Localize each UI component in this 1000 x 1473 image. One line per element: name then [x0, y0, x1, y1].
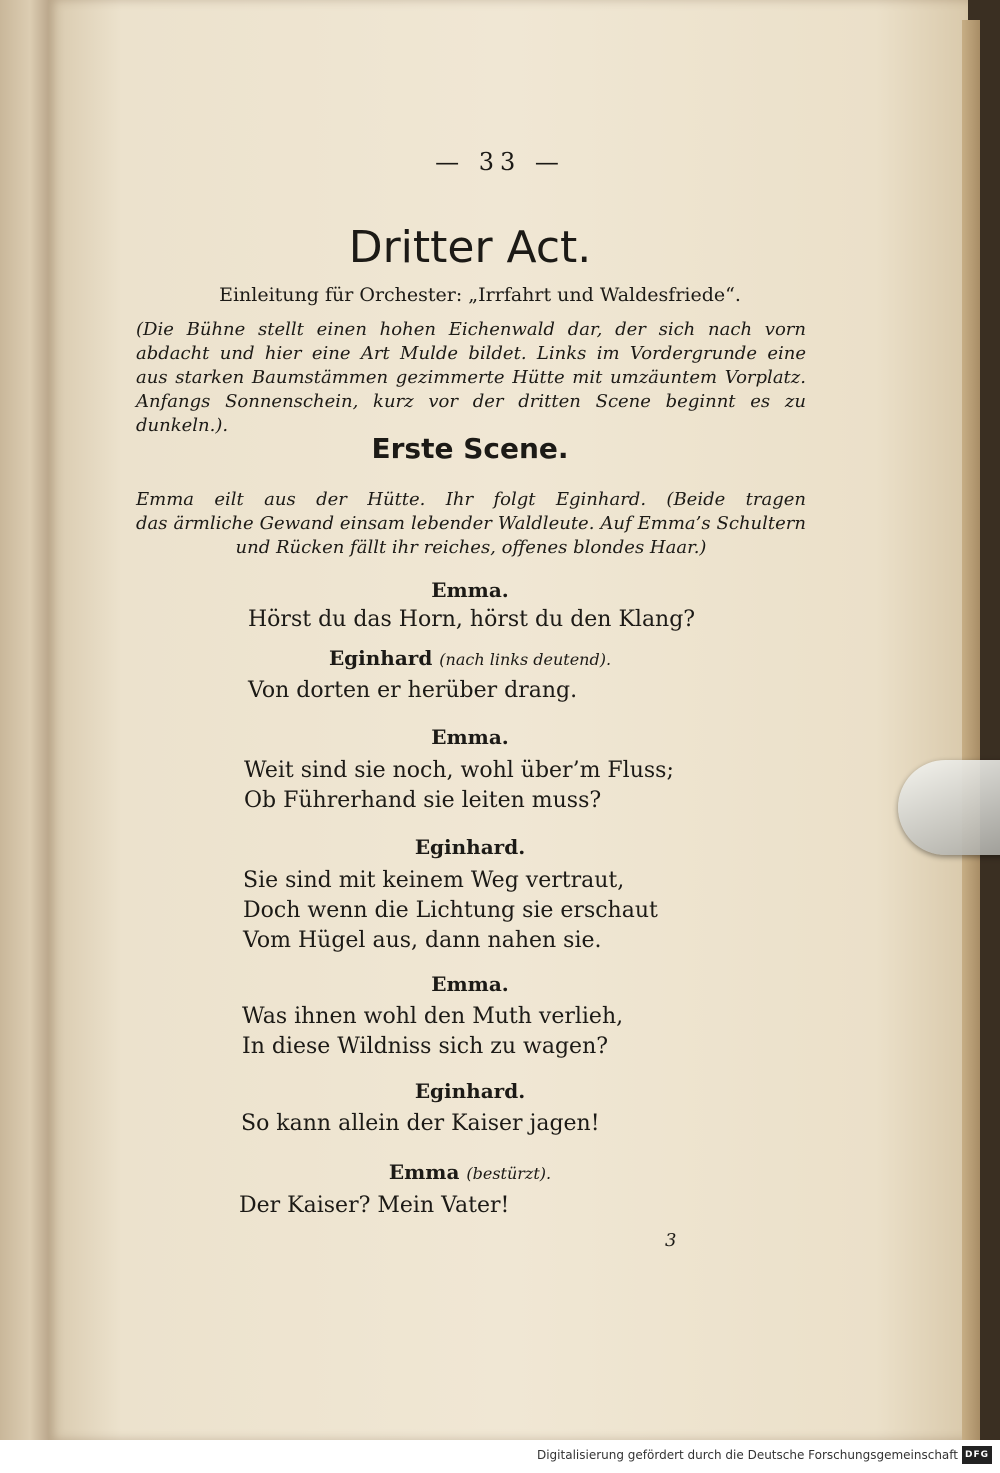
- stage-direction-line: aus starken Baumstämmen gezimmerte Hütte mit umzäuntem Vorplatz.: [136, 367, 806, 388]
- verse-line: Doch wenn die Lichtung sie erschaut: [243, 898, 658, 923]
- verse-line: Hörst du das Horn, hörst du den Klang?: [248, 607, 696, 632]
- verse-line: In diese Wildniss sich zu wagen?: [242, 1034, 609, 1059]
- dfg-logo: DFG: [962, 1446, 992, 1464]
- stage-direction-line: Anfangs Sonnenschein, kurz vor der dritten Scene beginnt es zu dunkeln.).: [136, 391, 806, 436]
- speaker-name: Eginhard.: [414, 1079, 526, 1103]
- page-stack-edge: [962, 20, 980, 1440]
- speaker-name: Emma (bestürzt).: [388, 1160, 552, 1184]
- speaker-direction: (nach links deutend).: [439, 650, 612, 669]
- speaker-name: Emma.: [431, 725, 509, 749]
- verse-line: Von dorten er herüber drang.: [248, 678, 578, 703]
- verse-line: So kann allein der Kaiser jagen!: [241, 1111, 600, 1136]
- speaker-name: Eginhard (nach links deutend).: [328, 646, 612, 670]
- stage-direction-line: und Rücken fällt ihr reiches, offenes blondes Haar.): [235, 537, 707, 558]
- orchestra-intro: Einleitung für Orchester: „Irrfahrt und Waldesfriede“.: [219, 284, 741, 306]
- verse-line: Weit sind sie noch, wohl über’m Fluss;: [244, 758, 674, 783]
- speaker-name: Eginhard.: [414, 835, 526, 859]
- verse-line: Vom Hügel aus, dann nahen sie.: [243, 928, 602, 953]
- verse-line: Der Kaiser? Mein Vater!: [239, 1193, 510, 1218]
- scene-title: Erste Scene.: [371, 432, 569, 465]
- page-number: — 33 —: [435, 148, 565, 176]
- digitization-footer: [0, 1440, 1000, 1473]
- stage-direction-line: (Die Bühne stellt einen hohen Eichenwald dar, der sich nach vorn: [136, 319, 806, 340]
- verse-line: Was ihnen wohl den Muth verlieh,: [242, 1004, 624, 1029]
- footer-credit: Digitalisierung gefördert durch die Deutsche Forschungsgemeinschaft: [536, 1448, 958, 1462]
- speaker-name: Emma.: [431, 972, 509, 996]
- speaker-name: Emma.: [431, 578, 509, 602]
- stage-direction-line: abdacht und hier eine Art Mulde bildet. Links im Vordergrunde eine: [136, 343, 806, 364]
- book-page: [48, 0, 968, 1440]
- sheet-signature: 3: [665, 1230, 677, 1251]
- act-title: Dritter Act.: [348, 222, 592, 273]
- stage-direction-line: Emma eilt aus der Hütte. Ihr folgt Eginhard. (Beide tragen: [136, 489, 806, 510]
- stage-direction-line: das ärmliche Gewand einsam lebender Waldleute. Auf Emma’s Schultern: [136, 513, 806, 534]
- speaker-direction: (bestürzt).: [466, 1164, 552, 1183]
- facing-page-edge: [0, 0, 50, 1440]
- verse-line: Ob Führerhand sie leiten muss?: [244, 788, 602, 813]
- verse-line: Sie sind mit keinem Weg vertraut,: [243, 868, 625, 893]
